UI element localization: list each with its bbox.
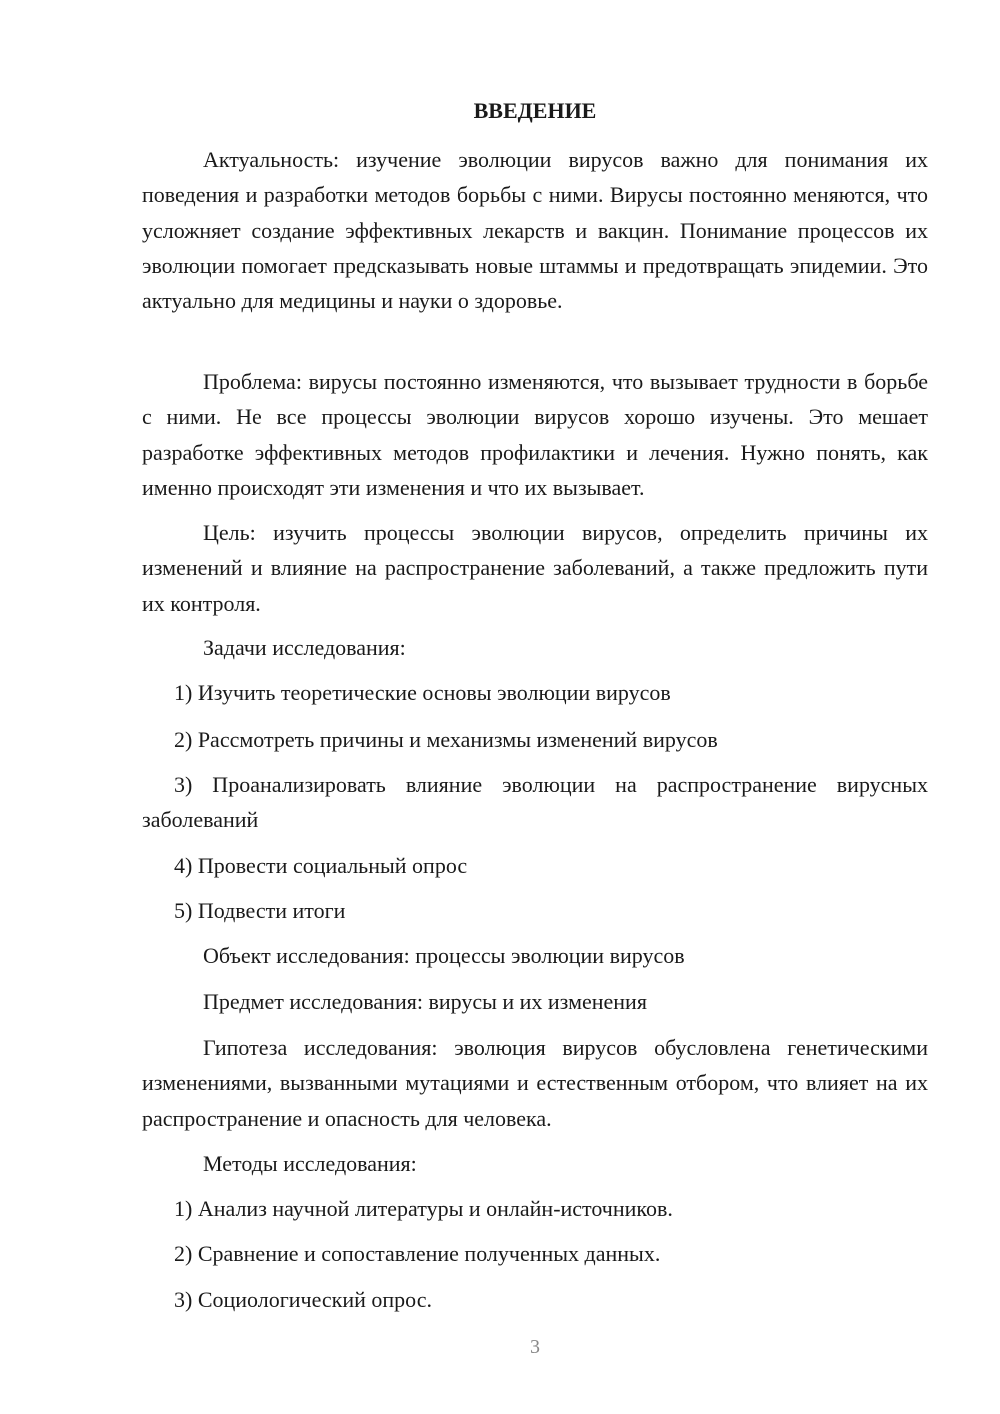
task-item-5-block <box>142 896 928 926</box>
problem-section <box>142 364 928 505</box>
relevance-section <box>142 142 928 318</box>
task-item: 4) Провести социальный опрос <box>174 853 468 878</box>
method-item: 3) Социологический опрос. <box>174 1287 432 1312</box>
method-item: 1) Анализ научной литературы и онлайн-источников. <box>174 1196 673 1221</box>
methods-heading-block <box>142 1149 928 1179</box>
hypothesis-paragraph: Гипотеза исследования: эволюция вирусов обусловлена генетическими изменениями, вызванными мутациями и естественным отбором, что влияет на их распространение и опасность для человека. <box>142 1035 928 1131</box>
task-item: 3) Проанализировать влияние эволюции на распространение вирусных заболеваний <box>142 772 928 833</box>
object-block <box>142 941 928 971</box>
page-number: 3 <box>530 1336 540 1358</box>
goal-section <box>142 515 928 621</box>
method-item-3-block <box>142 1285 928 1315</box>
subject-block <box>142 987 928 1017</box>
relevance-paragraph: Актуальность: изучение эволюции вирусов важно для понимания их поведения и разработки методов борьбы с ними. Вирусы постоянно меняются, что усложняет создание эффективных лекарств и вакцин. Понимание процессов их эволюции помогает предсказывать новые штаммы и предотвращать эпидемии. Это актуально для медицины и науки о здоровье. <box>142 147 928 314</box>
task-item-3-block <box>142 767 928 838</box>
task-item: 5) Подвести итоги <box>174 898 346 923</box>
problem-paragraph: Проблема: вирусы постоянно изменяются, что вызывает трудности в борьбе с ними. Не все процессы эволюции вирусов хорошо изучены. Это мешает разработке эффективных методов профилактики и лечения. Нужно понять, как именно происходят эти изменения и что их вызывает. <box>142 369 928 500</box>
page-title: ВВЕДЕНИЕ <box>473 98 597 123</box>
method-item: 2) Сравнение и сопоставление полученных данных. <box>174 1241 661 1266</box>
task-item-4-block <box>142 851 928 881</box>
task-item: 1) Изучить теоретические основы эволюции вирусов <box>174 680 671 705</box>
research-subject: Предмет исследования: вирусы и их изменения <box>203 989 647 1014</box>
methods-heading: Методы исследования: <box>203 1151 417 1176</box>
tasks-heading-block <box>142 633 928 663</box>
tasks-heading: Задачи исследования: <box>203 635 406 660</box>
method-item-1-block <box>142 1194 928 1224</box>
task-item: 2) Рассмотреть причины и механизмы изменений вирусов <box>174 727 718 752</box>
research-object: Объект исследования: процессы эволюции вирусов <box>203 943 685 968</box>
task-item-1-block <box>142 678 928 708</box>
hypothesis-section <box>142 1030 928 1136</box>
task-item-2-block <box>142 725 928 755</box>
method-item-2-block <box>142 1239 928 1269</box>
goal-paragraph: Цель: изучить процессы эволюции вирусов, определить причины их изменений и влияние на распространение заболеваний, а также предложить пути их контроля. <box>142 520 928 616</box>
